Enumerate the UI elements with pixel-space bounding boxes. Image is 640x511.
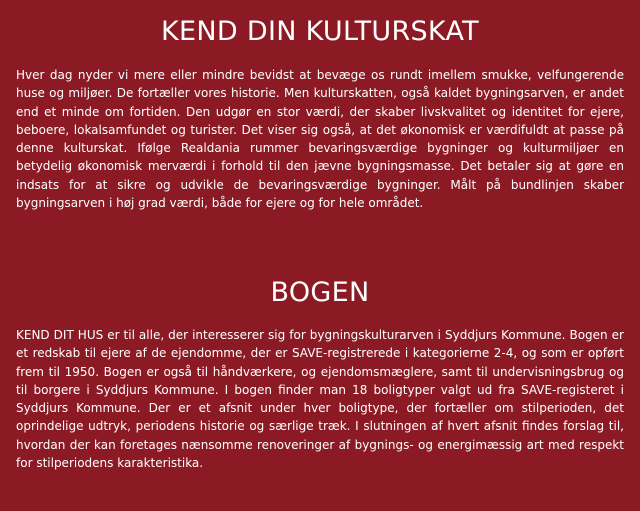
- section-body-kulturskat: Hver dag nyder vi mere eller mindre bevidst at bevæge os rundt imellem smukke, velfungerende huse og miljøer. De fortæller vores historie. Men kulturskatten, også kaldet bygningsarven, er andet end et minde om fortiden. Den udgør en stor værdi, der skaber livskvalitet og identitet for ejere, beboere, lokalsamfundet og turister. Det viser sig også, at det økonomisk er værdifuldt at passe på denne kulturskat. Ifølge Realdania rummer bevaringsværdige bygninger og kulturmiljøer en betydelig økonomisk merværdi i forhold til den jævne bygningsmasse. Det betaler sig at gøre en indsats for at sikre og udvikle de bevaringsværdige bygninger. Målt på bundlinjen skaber bygningsarven i høj grad værdi, både for ejere og for hele området.: [16, 68, 624, 211]
- section-title-bogen: BOGEN: [270, 277, 370, 308]
- section-title-kend-din-kulturskat: KEND DIN KULTURSKAT: [161, 16, 479, 47]
- section-body-bogen: KEND DIT HUS er til alle, der interesserer sig for bygningskulturarven i Syddjurs Kommune. Bogen er et redskab til ejere af de ejendomme, der er SAVE-registrerede i kategorierne 2-4, og som er opført frem til 1950. Bogen er også til håndværkere, og ejendomsmæglere, samt til undervisningsbrug og til borgere i Syddjurs Kommune. I bogen finder man 18 boligtyper valgt ud fra SAVE-registeret i Syddjurs Kommune. Der er et afsnit under hver boligtype, der fortæller om stilperioden, det oprindelige udtryk, periodens historie og særlige træk. I slutningen af hvert afsnit findes forslag til, hvordan der kan foretages nænsomme renoveringer af bygnings- og energimæssig art med respekt for stilperiodens karakteristika.: [16, 328, 624, 471]
